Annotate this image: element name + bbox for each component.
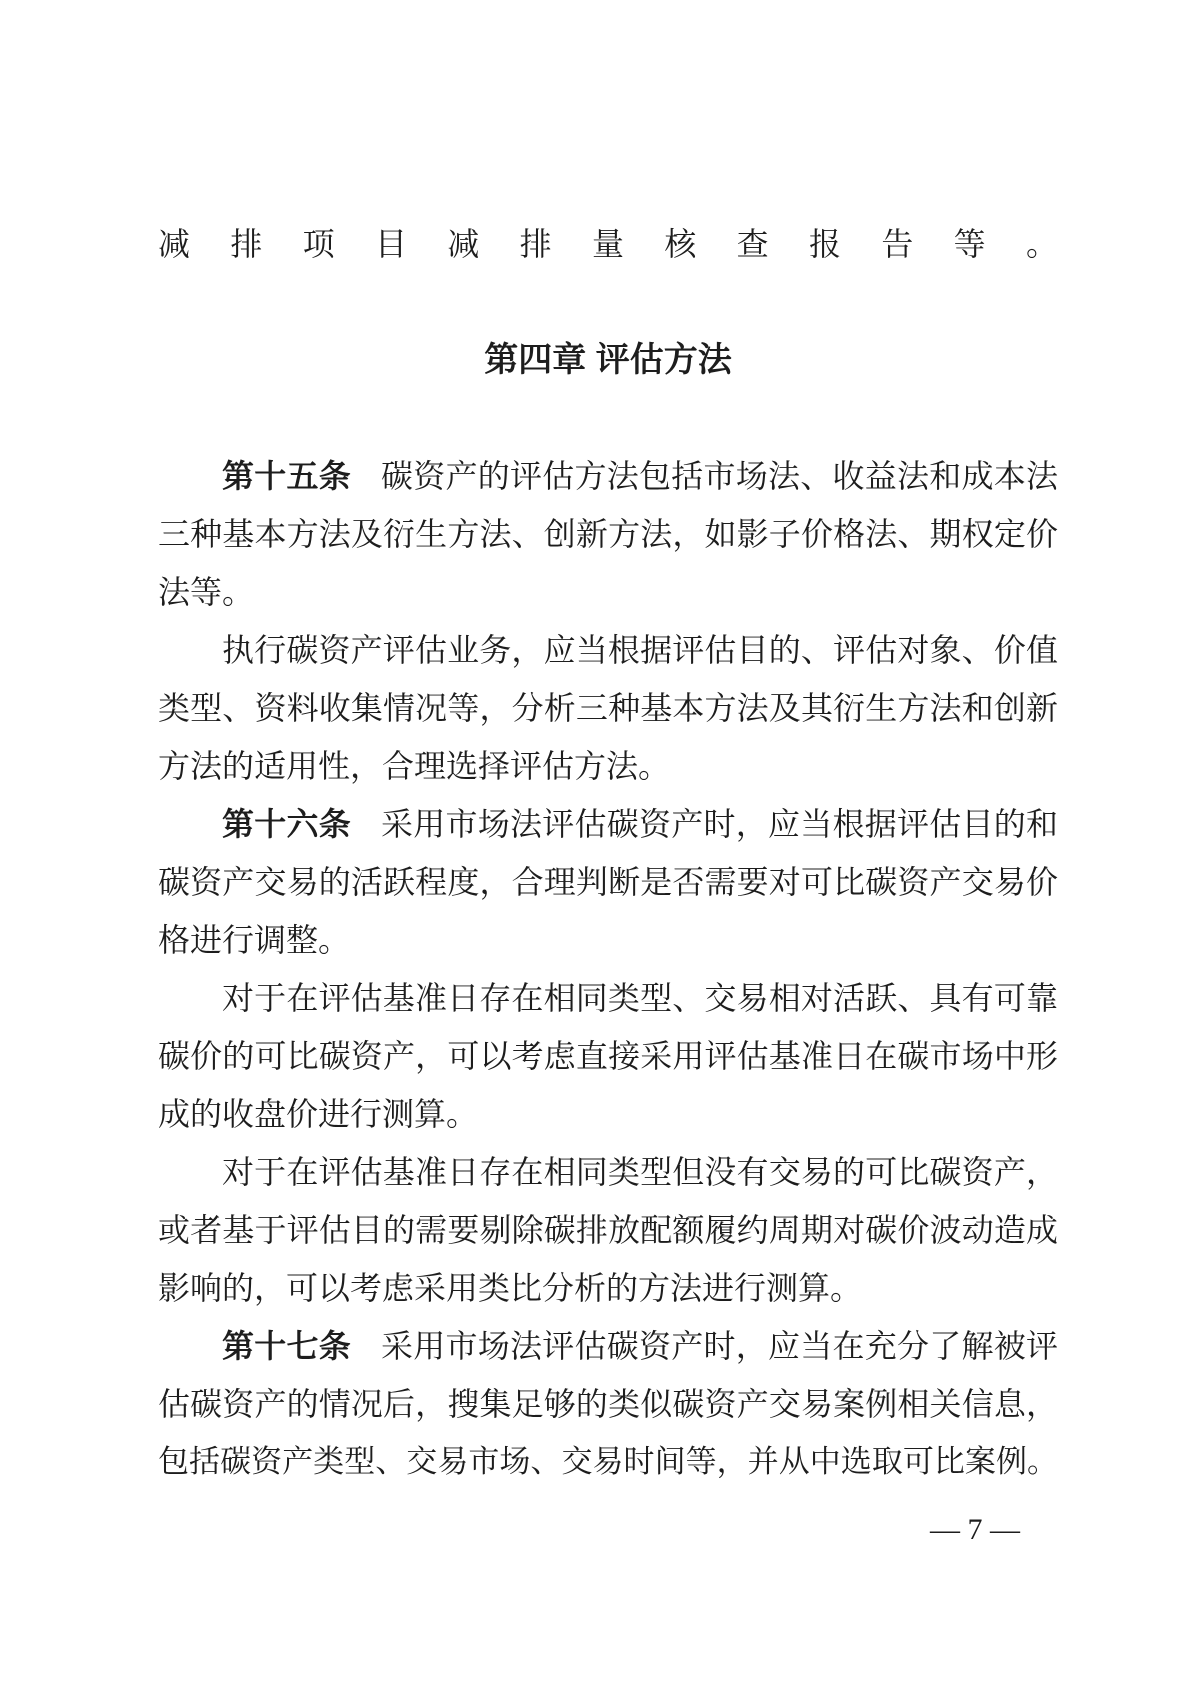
body-line: 碳资产交易的活跃程度，合理判断是否需要对可比碳资产交易价 xyxy=(158,864,1058,900)
body-line: 对于在评估基准日存在相同类型、交易相对活跃、具有可靠 xyxy=(222,980,1058,1016)
body-line-text: 采用市场法评估碳资产时，应当根据评估目的和 xyxy=(381,806,1058,842)
body-line: 影响的，可以考虑采用类比分析的方法进行测算。 xyxy=(158,1270,863,1306)
body-line: 格进行调整。 xyxy=(158,922,351,958)
body-line xyxy=(158,447,1058,505)
page-number: — 7 — xyxy=(930,1513,1020,1546)
article-number: 第十六条 xyxy=(222,806,351,842)
body-line: 对于在评估基准日存在相同类型但没有交易的可比碳资产， xyxy=(222,1154,1058,1190)
document-content xyxy=(158,215,1058,1559)
body-line: 类型、资料收集情况等，分析三种基本方法及其衍生方法和创新 xyxy=(158,690,1058,726)
chapter-heading: 第四章 评估方法 xyxy=(484,341,732,379)
body-line: 三种基本方法及衍生方法、创新方法，如影子价格法、期权定价 xyxy=(158,516,1058,552)
body-text-block xyxy=(158,447,1058,1491)
article-number: 第十五条 xyxy=(222,458,351,494)
body-line: 成的收盘价进行测算。 xyxy=(158,1096,479,1132)
body-line xyxy=(158,1317,1058,1375)
body-line: 或者基于评估目的需要剔除碳排放配额履约周期对碳价波动造成 xyxy=(158,1212,1058,1248)
body-line-text: 碳资产的评估方法包括市场法、收益法和成本法 xyxy=(381,458,1058,494)
article-number: 第十七条 xyxy=(222,1328,351,1364)
body-line: 估碳资产的情况后，搜集足够的类似碳资产交易案例相关信息， xyxy=(158,1386,1058,1422)
body-line: 包括碳资产类型、交易市场、交易时间等，并从中选取可比案例。 xyxy=(158,1444,1058,1479)
body-line-text: 采用市场法评估碳资产时，应当在充分了解被评 xyxy=(381,1328,1058,1364)
body-line: 碳价的可比碳资产，可以考虑直接采用评估基准日在碳市场中形 xyxy=(158,1038,1058,1074)
body-line xyxy=(158,795,1058,853)
body-line: 执行碳资产评估业务，应当根据评估目的、评估对象、价值 xyxy=(222,632,1058,668)
body-line: 方法的适用性，合理选择评估方法。 xyxy=(158,748,671,784)
paragraph-continuation-line: 减排项目减排量核查报告等。 xyxy=(158,226,1058,262)
body-line: 法等。 xyxy=(158,574,255,610)
